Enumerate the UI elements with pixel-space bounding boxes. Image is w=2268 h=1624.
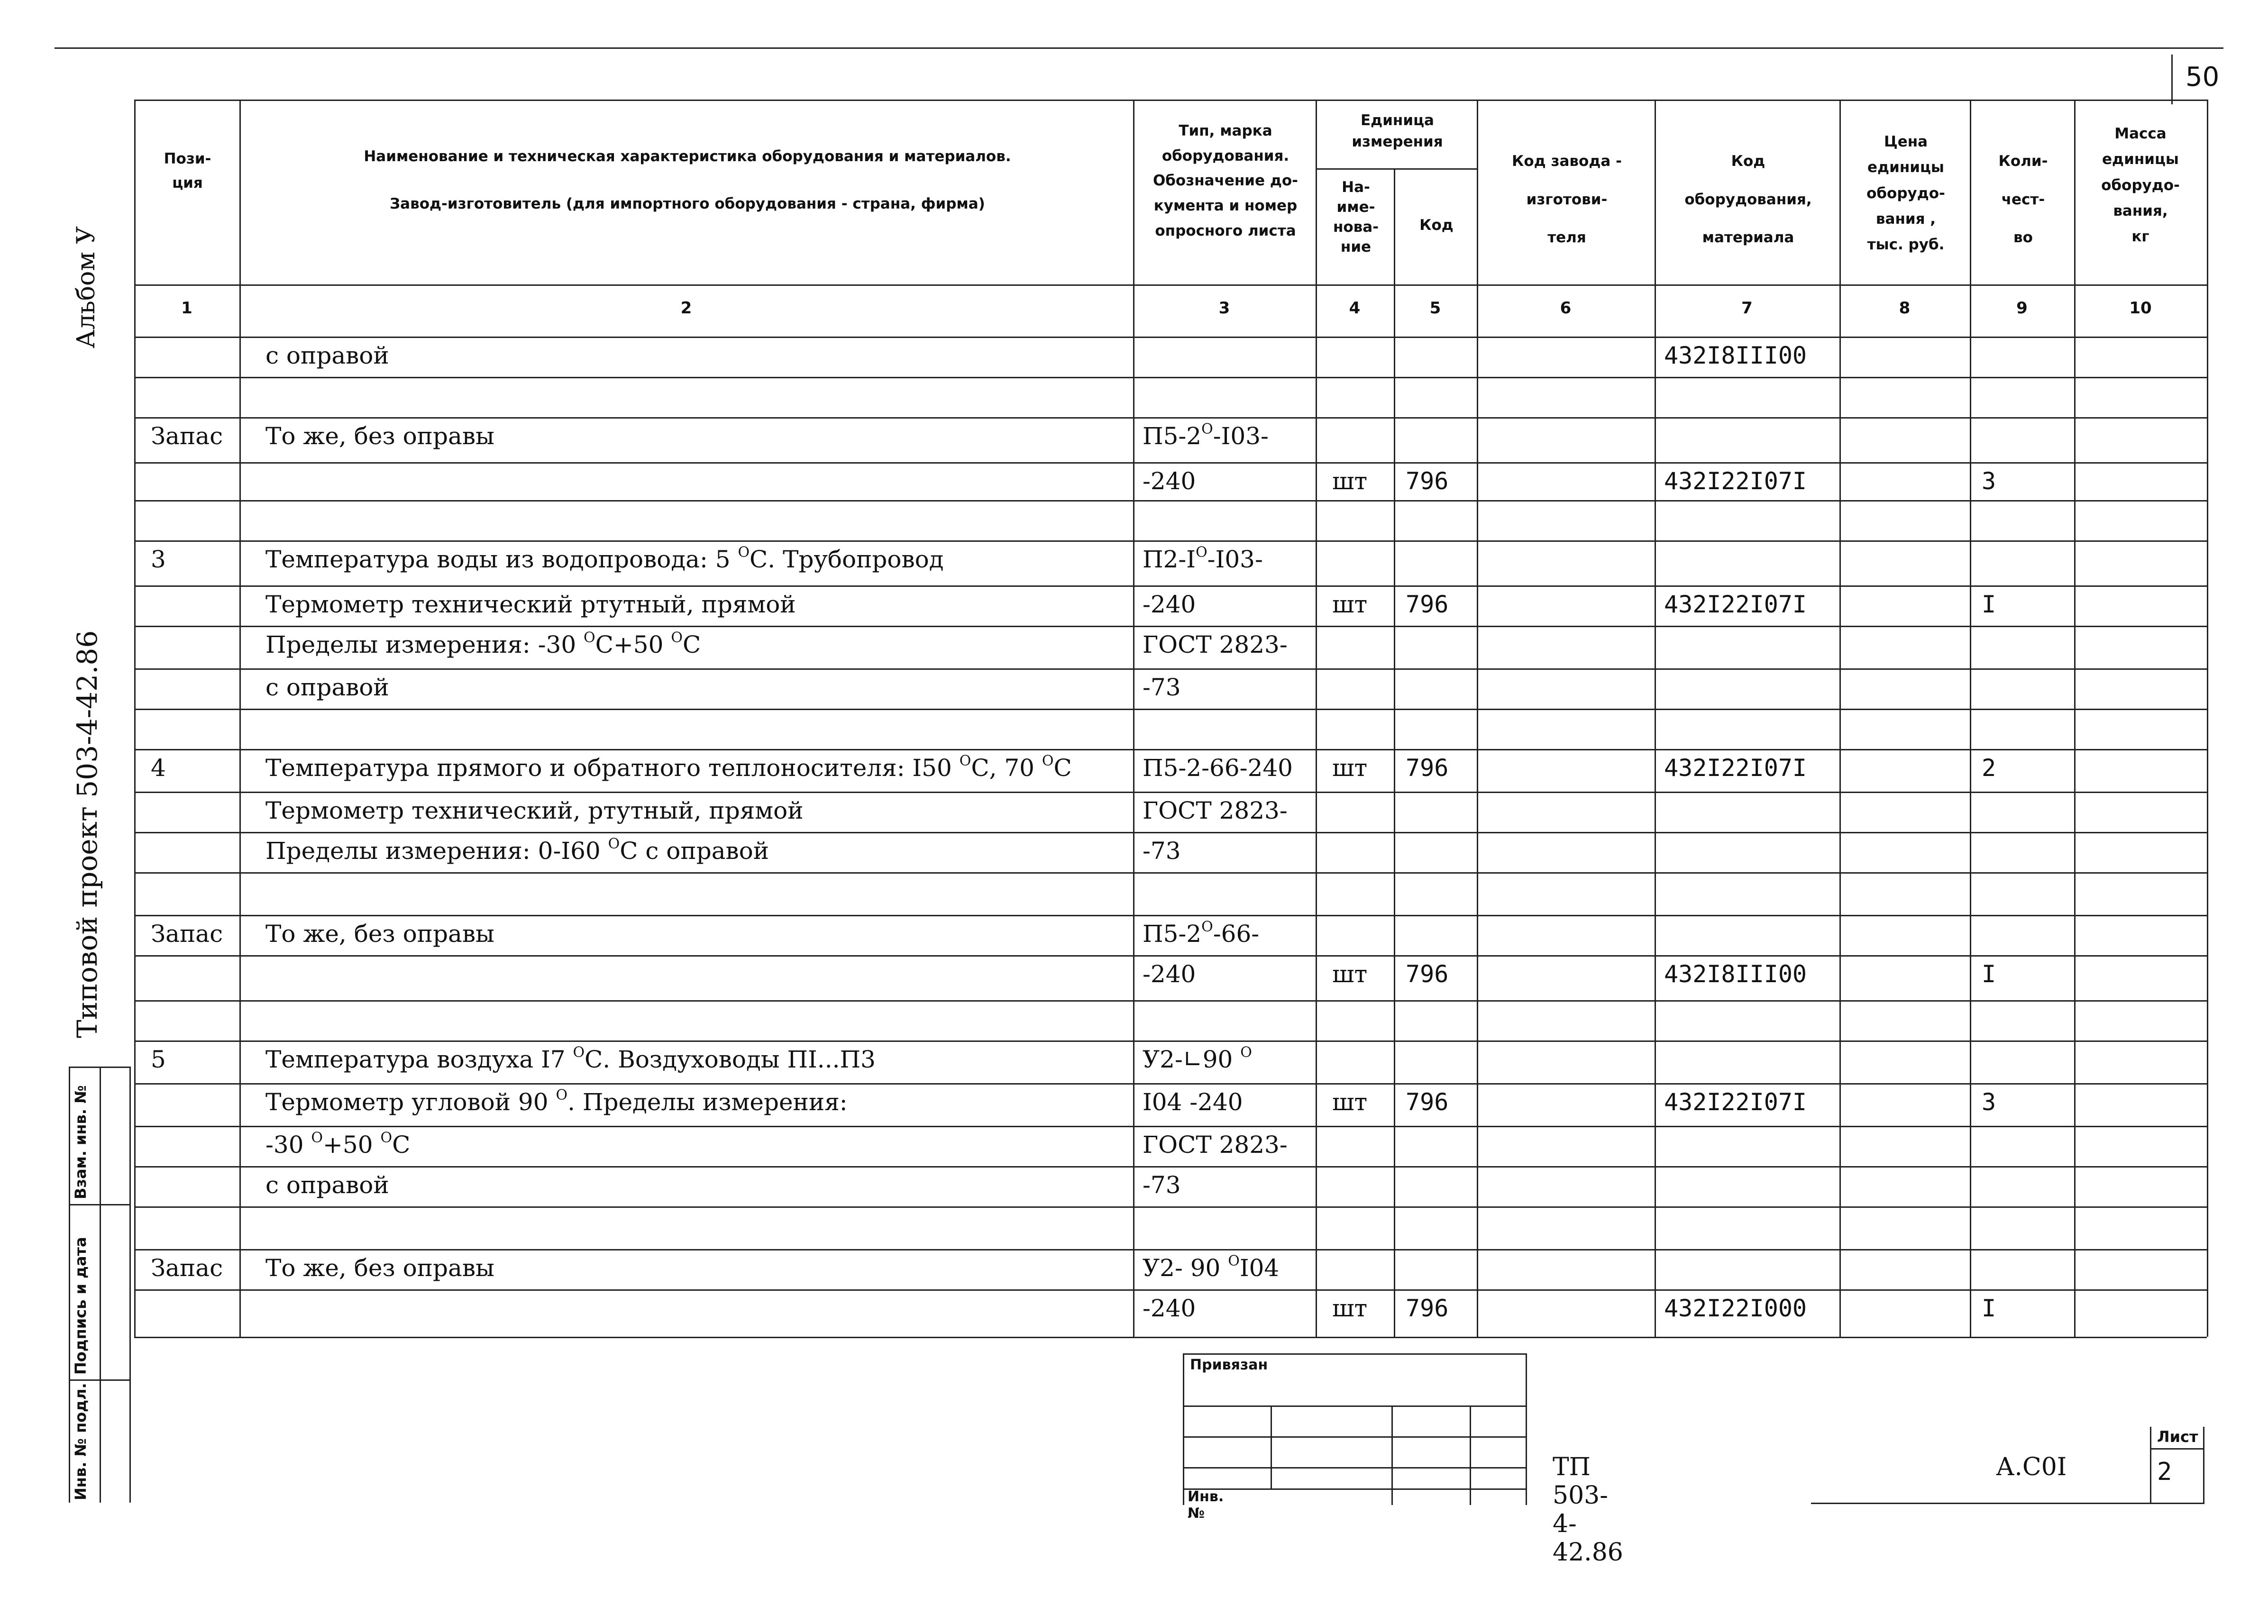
header-unit: Единица измерения: [1352, 112, 1443, 150]
column-divider: [1839, 100, 1841, 1337]
equipment-code-cell: 432I22I07I: [1664, 754, 1807, 782]
header-factory-code: Код завода - изготови- теля: [1512, 153, 1622, 246]
name-cell: Термометр технический ртутный, прямой: [265, 591, 796, 618]
column-divider: [1970, 100, 1971, 1337]
equipment-code-cell: 432I22I07I: [1664, 467, 1807, 495]
row-line: [134, 1206, 2207, 1208]
column-number: 1: [181, 299, 192, 318]
type-cell: -73: [1143, 837, 1181, 865]
position-cell: 5: [151, 1046, 166, 1073]
table-bottom-line: [134, 1337, 2207, 1338]
table-top-line: [134, 100, 2207, 101]
header-name-line2: Завод-изготовитель (для импортного оборудования - страна, фирма): [390, 195, 985, 212]
row-line: [134, 1249, 2207, 1250]
list-number: 2: [2157, 1458, 2172, 1486]
unit-code-cell: 796: [1406, 591, 1449, 618]
position-cell: Запас: [151, 1254, 223, 1282]
column-number: 5: [1429, 299, 1441, 318]
privyazan-label: Привязан: [1190, 1357, 1268, 1373]
column-number: 4: [1349, 299, 1361, 318]
unit-code-cell: 796: [1406, 467, 1449, 495]
row-line: [134, 462, 2207, 464]
type-cell: У2-∟90 $^О$: [1143, 1044, 1252, 1073]
column-divider: [1655, 100, 1656, 1337]
row-line: [134, 500, 2207, 502]
unit-name-cell: шт: [1332, 1088, 1368, 1116]
column-divider: [2207, 100, 2208, 1337]
header-quantity: Коли- чест- во: [1998, 153, 2048, 246]
name-cell: Температура прямого и обратного теплоносителя: I50 $^О$С, 70 $^О$С: [265, 752, 1072, 782]
type-cell: -240: [1143, 591, 1196, 618]
position-cell: Запас: [151, 920, 223, 948]
unit-name-cell: шт: [1332, 1295, 1368, 1322]
position-cell: 3: [151, 546, 166, 573]
equipment-code-cell: 432I8III00: [1664, 960, 1807, 988]
name-cell: с оправой: [265, 342, 389, 369]
inv-no-label: Инв. №: [1188, 1488, 1224, 1522]
row-line: [134, 377, 2207, 378]
name-cell: -30 $^О$+50 $^О$С: [265, 1129, 411, 1159]
row-line: [134, 1289, 2207, 1291]
type-cell: $П2-I^О-I03-$: [1143, 544, 1263, 573]
unit-name-cell: шт: [1332, 467, 1368, 495]
name-cell: Пределы измерения: -30 $^О$С+50 $^О$С: [265, 629, 701, 658]
type-cell: У2- 90 $^О$I04: [1143, 1252, 1280, 1282]
equipment-code-cell: 432I22I07I: [1664, 1088, 1807, 1116]
unit-name-cell: шт: [1332, 591, 1368, 618]
quantity-cell: I: [1982, 960, 1996, 988]
row-line: [134, 1166, 2207, 1168]
column-number: 8: [1899, 299, 1911, 318]
name-cell: Температура воздуха I7 $^О$С. Воздуховоды ПI...П3: [265, 1044, 876, 1073]
name-cell: с оправой: [265, 674, 389, 701]
column-divider: [1133, 100, 1134, 1337]
quantity-cell: I: [1982, 591, 1996, 618]
column-number: 9: [2016, 299, 2028, 318]
row-line: [134, 915, 2207, 916]
list-label: Лист: [2157, 1428, 2198, 1446]
type-cell: -240: [1143, 960, 1196, 988]
unit-subheader-line: [1316, 168, 1477, 170]
row-line: [134, 417, 2207, 419]
quantity-cell: 3: [1982, 1088, 1996, 1116]
name-cell: То же, без оправы: [265, 422, 494, 450]
unit-code-cell: 796: [1406, 1295, 1449, 1322]
row-line: [134, 1000, 2207, 1002]
column-divider: [1316, 100, 1317, 1337]
row-line: [134, 626, 2207, 627]
equipment-code-cell: 432I22I07I: [1664, 591, 1807, 618]
type-cell: $П5-2^О-I03-$: [1143, 420, 1269, 450]
equipment-code-cell: 432I22I000: [1664, 1295, 1807, 1322]
column-number: 3: [1218, 299, 1230, 318]
document-code: ТП 503-4-42.86: [1553, 1453, 1623, 1567]
type-cell: П5-2-66-240: [1143, 754, 1293, 782]
name-cell: Пределы измерения: 0-I60 $^О$С с оправой: [265, 835, 769, 865]
quantity-cell: 2: [1982, 754, 1996, 782]
header-name-line1: Наименование и техническая характеристика оборудования и материалов.: [364, 148, 1011, 165]
column-divider: [1477, 100, 1478, 1337]
equipment-code-cell: 432I8III00: [1664, 342, 1807, 369]
sheet-number-top: 50: [2186, 62, 2220, 92]
header-unit-code: Код: [1419, 217, 1454, 234]
unit-code-cell: 796: [1406, 960, 1449, 988]
row-line: [134, 668, 2207, 670]
header-type: Тип, марка оборудования. Обозначение до- кумента и номер опросного листа: [1152, 122, 1299, 239]
row-line: [134, 1040, 2207, 1042]
quantity-cell: I: [1982, 1295, 1996, 1322]
type-cell: -73: [1143, 1171, 1181, 1199]
unit-name-cell: шт: [1332, 960, 1368, 988]
column-number: 10: [2129, 299, 2152, 318]
type-cell: ГОСТ 2823-: [1143, 631, 1288, 658]
row-line: [134, 832, 2207, 833]
document-mark: А.С0I: [1996, 1453, 2067, 1481]
row-line: [134, 1126, 2207, 1127]
name-cell: Термометр технический, ртутный, прямой: [265, 797, 804, 824]
row-line: [134, 709, 2207, 710]
column-numbers-bottom-line: [134, 337, 2207, 338]
column-divider: [2074, 100, 2076, 1337]
name-cell: Термометр угловой 90 $^О$. Пределы измерения:: [265, 1086, 848, 1116]
unit-code-cell: 796: [1406, 1088, 1449, 1116]
type-cell: -240: [1143, 1295, 1196, 1322]
row-line: [134, 1083, 2207, 1085]
name-cell: с оправой: [265, 1171, 389, 1199]
podpis-data-label: Подпись и дата: [72, 1237, 90, 1375]
type-cell: ГОСТ 2823-: [1143, 797, 1288, 824]
column-divider: [1394, 168, 1395, 1337]
row-line: [134, 749, 2207, 750]
name-cell: То же, без оправы: [265, 1254, 494, 1282]
header-bottom-line: [134, 284, 2207, 286]
column-number: 7: [1741, 299, 1753, 318]
header-equipment-code: Код оборудования, материала: [1684, 153, 1812, 246]
position-cell: 4: [151, 754, 166, 782]
row-line: [134, 792, 2207, 793]
row-line: [134, 955, 2207, 957]
column-number: 2: [680, 299, 692, 318]
type-cell: $П5-2^О-66-$: [1143, 918, 1260, 948]
inv-podl-label: Инв. № подл.: [72, 1383, 90, 1500]
name-cell: Температура воды из водопровода: 5 $^О$С. Трубопровод: [265, 544, 944, 573]
name-cell: То же, без оправы: [265, 920, 494, 948]
column-number: 6: [1560, 299, 1572, 318]
row-line: [134, 585, 2207, 587]
position-cell: Запас: [151, 422, 223, 450]
type-cell: I04 -240: [1143, 1088, 1243, 1116]
header-price: Цена единицы оборудо- вания , тыс. руб.: [1866, 133, 1945, 253]
header-mass: Масса единицы оборудо- вания, кг: [2101, 125, 2180, 245]
header-position: Пози- ция: [164, 150, 211, 192]
row-line: [134, 540, 2207, 542]
project-label: Типовой проект 503-4-42.86: [71, 630, 103, 1038]
header-unit-name: На- име- нова- ние: [1333, 179, 1379, 255]
album-label: Альбом У: [72, 226, 101, 348]
column-divider: [239, 100, 241, 1337]
type-cell: -240: [1143, 467, 1196, 495]
row-line: [134, 872, 2207, 874]
quantity-cell: 3: [1982, 467, 1996, 495]
type-cell: ГОСТ 2823-: [1143, 1131, 1288, 1159]
type-cell: -73: [1143, 674, 1181, 701]
column-divider: [134, 100, 136, 1337]
unit-code-cell: 796: [1406, 754, 1449, 782]
vzam-inv-label: Взам. инв. №: [72, 1085, 90, 1199]
unit-name-cell: шт: [1332, 754, 1368, 782]
